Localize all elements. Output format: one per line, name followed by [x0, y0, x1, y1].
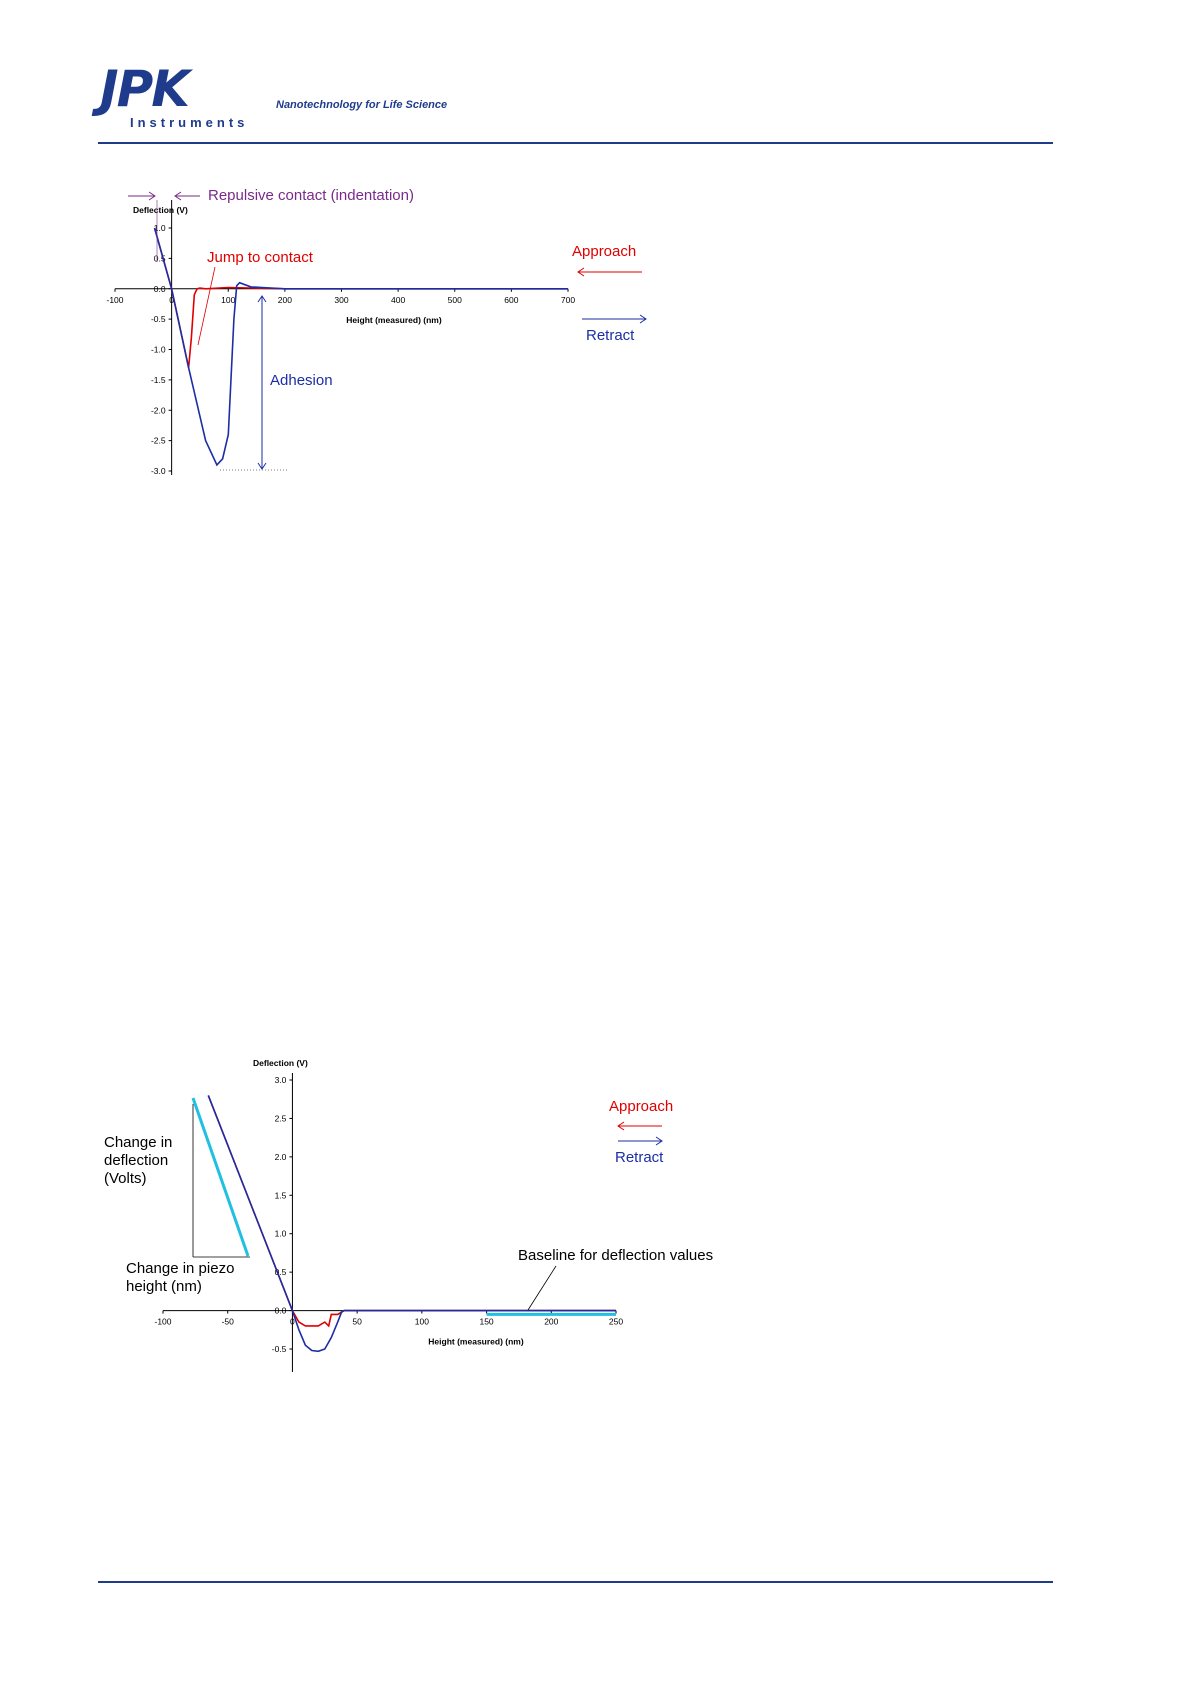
logo-text: JPK	[100, 60, 188, 118]
chart2-legend-approach: Approach	[609, 1098, 674, 1115]
chart2-x-tick-label: -50	[221, 1316, 234, 1327]
chart2-annotation-change-deflection: deflection	[104, 1152, 169, 1169]
chart2-y-tick-label: 2.0	[274, 1151, 287, 1162]
chart1-x-tick-label: 300	[334, 294, 349, 305]
chart1-y-tick-label: -1.0	[150, 344, 166, 355]
chart2-x-tick-label: 250	[608, 1316, 624, 1327]
chart2-x-tick-label: 150	[479, 1316, 494, 1327]
chart2-legend-retract-arrowhead	[656, 1137, 662, 1145]
chart1-x-axis-title: Height (measured) (nm)	[346, 314, 442, 325]
chart2-y-tick-label: 3.0	[274, 1075, 287, 1085]
chart1-repulsive-arrowhead-right	[175, 192, 181, 200]
chart1-y-tick-label: -2.5	[150, 435, 166, 446]
chart2-y-axis-title: Deflection (V)	[253, 1058, 308, 1068]
chart2-x-tick-label: 100	[414, 1316, 429, 1327]
chart1-y-tick-label: 1.0	[153, 223, 166, 233]
tagline: Nanotechnology for Life Science	[276, 99, 448, 111]
chart1-annotation-adhesion: Adhesion	[270, 372, 333, 389]
jpk-logo	[100, 60, 260, 130]
chart1-x-tick-label: 600	[504, 294, 519, 305]
chart2-slope-line	[193, 1098, 248, 1256]
chart1-repulsive-arrowhead-left	[149, 192, 155, 200]
chart1-annotation-jump: Jump to contact	[207, 249, 313, 266]
chart1-x-tick-label: 400	[391, 294, 406, 305]
chart2-legend-approach-arrowhead	[618, 1122, 624, 1130]
chart1-legend-retract: Retract	[586, 327, 635, 344]
chart2-x-tick-label: 200	[544, 1316, 559, 1327]
chart2-y-tick-label: 2.5	[274, 1113, 287, 1124]
chart2-legend-retract: Retract	[615, 1149, 664, 1166]
chart1-legend-approach-arrowhead	[578, 268, 584, 276]
chart2-series-approach	[208, 1095, 616, 1326]
chart2-annotation-change-piezo: height (nm)	[126, 1278, 202, 1295]
chart1-y-tick-label: -3.0	[150, 466, 166, 476]
chart2-y-tick-label: 0.5	[274, 1267, 287, 1278]
chart2-annotation-baseline: Baseline for deflection values	[518, 1247, 714, 1264]
chart1-y-axis-title: Deflection (V)	[133, 205, 188, 215]
chart2-y-tick-label: 0.0	[274, 1305, 287, 1316]
chart1-y-tick-label: -1.5	[150, 374, 166, 385]
header-divider	[98, 142, 1053, 144]
chart1-y-tick-label: -2.0	[150, 405, 166, 416]
chart1-legend-approach: Approach	[572, 243, 637, 260]
chart2-y-tick-label: -0.5	[271, 1344, 287, 1354]
chart2-x-tick-label: -100	[154, 1316, 172, 1327]
chart1-x-tick-label: 700	[560, 294, 576, 305]
chart2-series-retract	[208, 1095, 616, 1351]
chart1-x-tick-label: -100	[106, 294, 124, 305]
chart1-series-approach	[155, 228, 568, 368]
chart1-y-tick-label: 0.0	[153, 283, 166, 294]
chart1-jump-pointer	[198, 267, 215, 345]
chart1-y-tick-label: 0.5	[153, 253, 166, 264]
chart2-annotation-change-deflection: (Volts)	[104, 1170, 147, 1187]
chart1-adhesion-arrowhead-up	[258, 296, 266, 302]
chart1-x-tick-label: 200	[277, 294, 292, 305]
chart1-annotation-repulsive: Repulsive contact (indentation)	[208, 187, 414, 204]
chart1-adhesion-arrowhead-down	[258, 463, 266, 469]
chart2-annotation-change-deflection: Change in	[104, 1134, 173, 1151]
chart1-legend-retract-arrowhead	[640, 315, 646, 323]
logo-subtext: Instruments	[130, 115, 249, 130]
chart2-y-tick-label: 1.5	[274, 1190, 287, 1201]
chart1-y-tick-label: -0.5	[150, 314, 166, 325]
chart1-x-tick-label: 0	[169, 294, 174, 305]
chart2-x-tick-label: 0	[290, 1316, 295, 1327]
chart2-x-tick-label: 50	[352, 1316, 362, 1327]
chart1-x-tick-label: 500	[447, 294, 462, 305]
chart1-series-retract	[155, 228, 568, 465]
footer-divider	[98, 1581, 1053, 1583]
chart1-x-tick-label: 100	[221, 294, 236, 305]
chart2-x-axis-title: Height (measured) (nm)	[428, 1336, 524, 1347]
chart2-annotation-change-piezo: Change in piezo	[126, 1260, 235, 1277]
chart2-baseline-pointer	[528, 1266, 556, 1310]
chart2-y-tick-label: 1.0	[274, 1228, 287, 1239]
